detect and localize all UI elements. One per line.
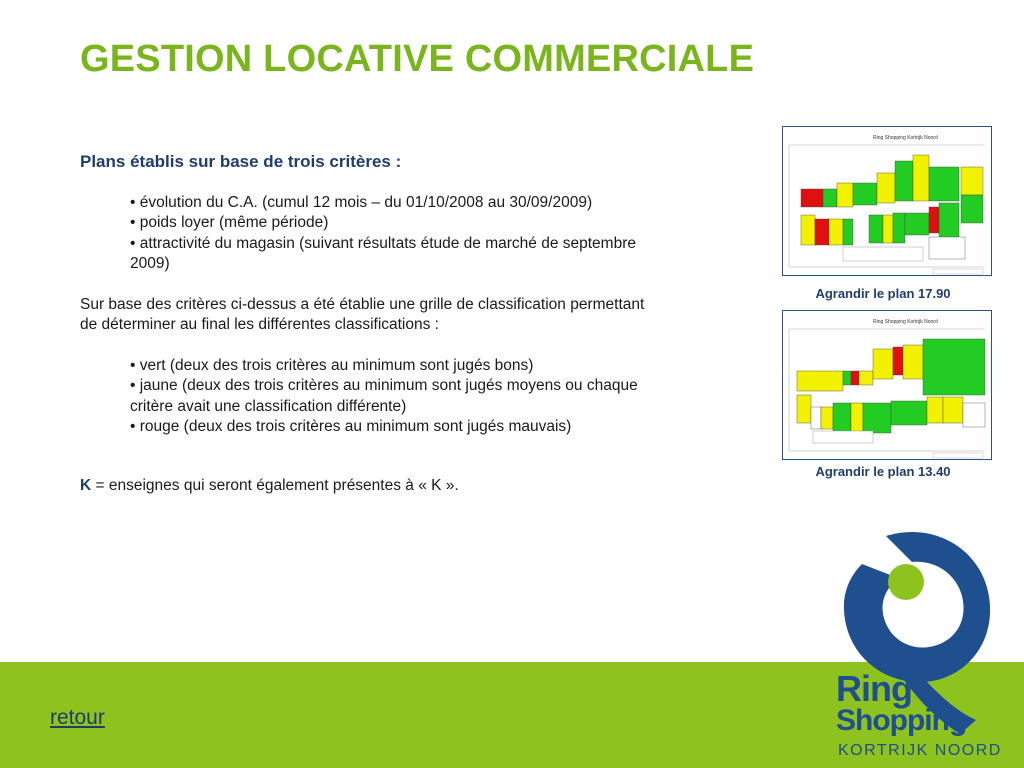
criteria-item: • attractivité du magasin (suivant résultats étude de marché de septembre 2009)	[130, 234, 636, 272]
k-label: K	[80, 476, 92, 494]
classification-paragraph: Sur base des critères ci-dessus a été établie une grille de classification permettant de déterminer au final les différentes classifications :	[80, 295, 645, 333]
enlarge-plan-link-1[interactable]: Agrandir le plan 17.90	[815, 286, 951, 301]
plan-thumbnail-1[interactable]	[782, 126, 992, 276]
page-title: GESTION LOCATIVE COMMERCIALE	[80, 38, 755, 80]
k-note	[80, 476, 660, 497]
classification-list	[80, 356, 660, 438]
classification-item-vert: • vert (deux des trois critères au minimum sont jugés bons)	[130, 356, 534, 374]
enlarge-plan-link-2[interactable]: Agrandir le plan 13.40	[815, 464, 951, 479]
criteria-item: • poids loyer (même période)	[130, 214, 329, 231]
back-link[interactable]: retour	[50, 706, 105, 729]
k-text: = enseignes qui seront également présentes à « K ».	[91, 476, 459, 494]
plan-thumbnail-2[interactable]	[782, 310, 992, 460]
plan-map-title: Ring Shopping Kortrijk Noord	[873, 319, 938, 325]
classification-item-jaune: • jaune (deux des trois critères au minimum sont jugés moyens ou chaque critère avait une classification différente)	[130, 377, 638, 415]
criteria-item: • évolution du C.A. (cumul 12 mois – du 01/10/2008 au 30/09/2009)	[130, 193, 593, 211]
logo-text-location: KORTRIJK NOORD	[838, 742, 1002, 759]
main-content	[80, 152, 660, 496]
logo-text-shopping: Shopping	[836, 704, 967, 737]
logo-text-ring: Ring	[836, 668, 912, 709]
criteria-heading: Plans établis sur base de trois critères :	[80, 152, 402, 171]
criteria-list	[80, 193, 660, 275]
plan-map-title: Ring Shopping Kortrijk Noord	[873, 135, 938, 141]
classification-item-rouge: • rouge (deux des trois critères au minimum sont jugés mauvais)	[130, 418, 572, 435]
